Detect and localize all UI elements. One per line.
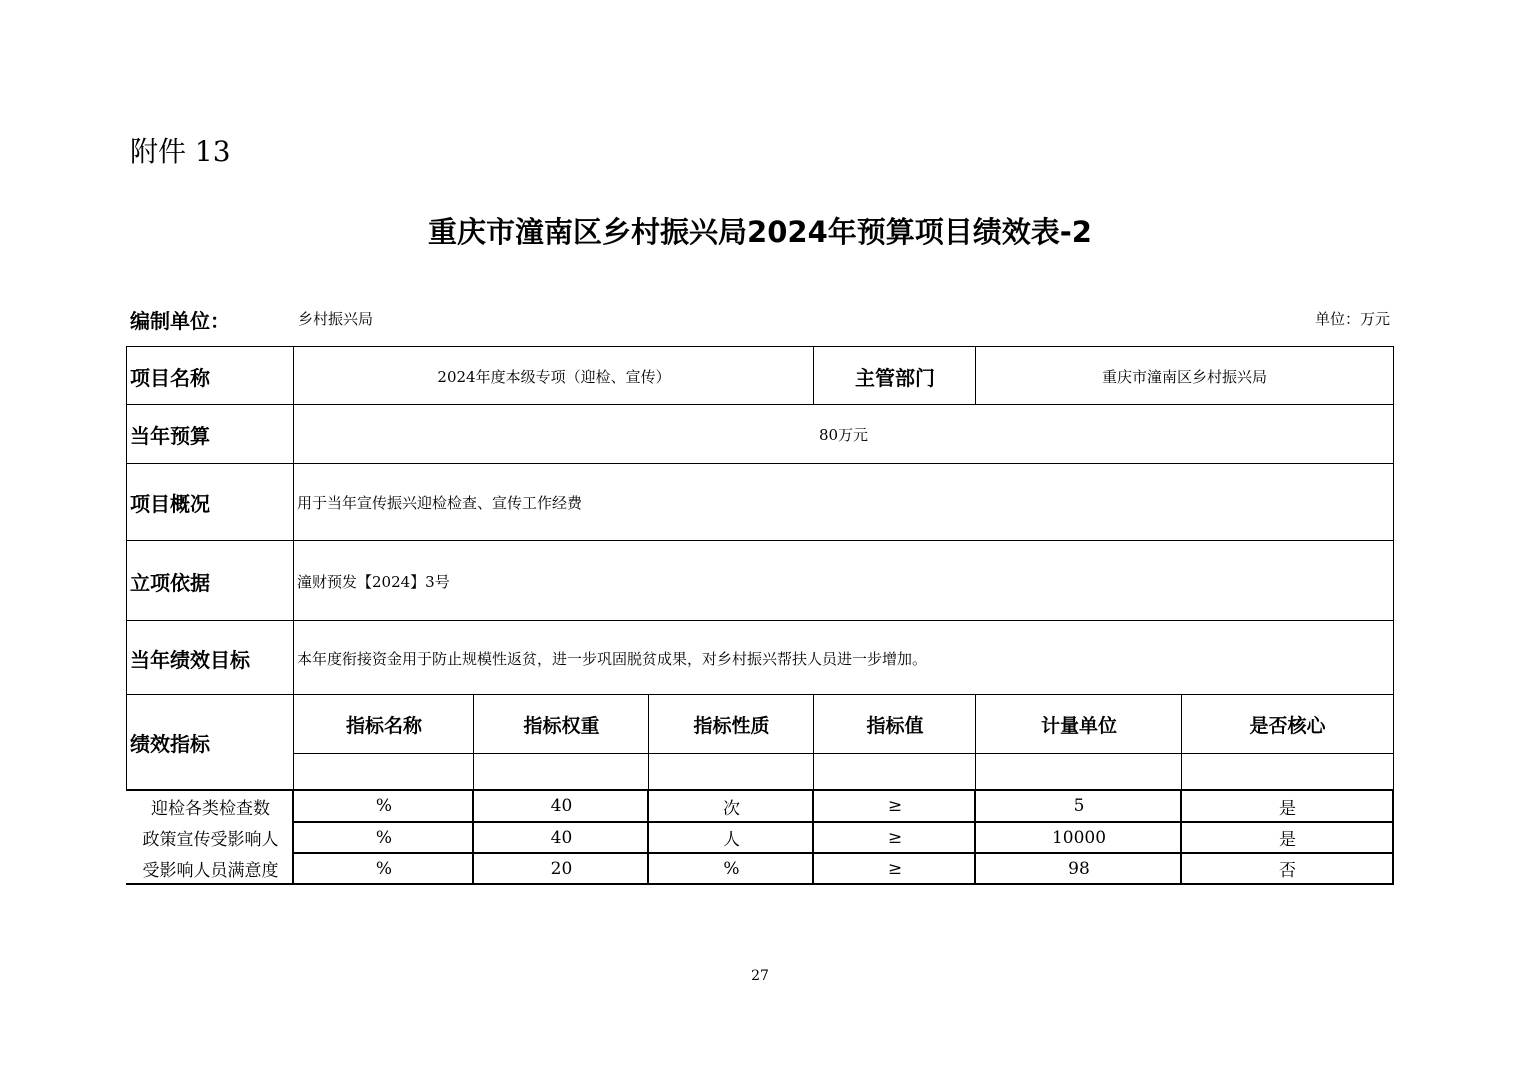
grid-line xyxy=(126,540,1394,541)
budget-label: 当年预算 xyxy=(130,424,210,448)
table-row-1-col6: 是 xyxy=(1279,798,1296,819)
indicators-label: 绩效指标 xyxy=(130,732,210,756)
grid-line xyxy=(126,404,1394,405)
grid-line xyxy=(126,620,1394,621)
org-label: 编制单位： xyxy=(130,309,230,333)
grid-line xyxy=(293,753,1394,754)
document-title: 重庆市潼南区乡村振兴局2024年预算项目绩效表-2 xyxy=(428,215,1092,249)
grid-line xyxy=(974,789,976,885)
grid-line xyxy=(1393,346,1394,790)
basis-label: 立项依据 xyxy=(130,570,210,595)
table-row-2-col6: 是 xyxy=(1279,830,1296,850)
grid-line xyxy=(1180,789,1182,885)
grid-line xyxy=(126,883,1394,885)
table-row-3-col2: 20 xyxy=(550,858,573,879)
table-row-1-col1: % xyxy=(375,796,393,816)
table-row-3-name: 受影响人员满意度 xyxy=(142,861,279,881)
budget-value: 80万元 xyxy=(818,426,869,444)
table-row-3-col5: 98 xyxy=(1068,858,1090,879)
header-indicator-nature: 指标性质 xyxy=(693,714,770,737)
table-row-3-col1: % xyxy=(375,858,393,879)
dept-label: 主管部门 xyxy=(855,365,935,390)
grid-line xyxy=(648,694,649,790)
grid-line xyxy=(126,346,1394,347)
grid-line xyxy=(812,789,814,885)
grid-line xyxy=(975,346,976,404)
header-indicator-name: 指标名称 xyxy=(345,714,422,737)
table-row-2-col1: % xyxy=(375,827,393,848)
page-number: 27 xyxy=(751,968,769,984)
table-row-2-col2: 40 xyxy=(550,827,573,848)
table-row-1-col5: 5 xyxy=(1073,796,1085,816)
table-row-2-name: 政策宣传受影响人 xyxy=(142,830,279,850)
grid-line xyxy=(647,789,649,885)
dept-value: 重庆市潼南区乡村振兴局 xyxy=(1101,367,1267,386)
goal-value: 本年度衔接资金用于防止规模性返贫，进一步巩固脱贫成果，对乡村振兴帮扶人员进一步增加。 xyxy=(297,649,928,668)
grid-line xyxy=(126,346,127,790)
project-name-label: 项目名称 xyxy=(130,365,210,390)
table-row-3-col3: % xyxy=(723,858,740,879)
grid-line xyxy=(293,852,1394,854)
goal-label: 当年绩效目标 xyxy=(130,647,250,672)
table-row-1-name: 迎检各类检查数 xyxy=(151,798,270,819)
grid-line xyxy=(1181,694,1182,790)
grid-line xyxy=(473,694,474,790)
header-measure-unit: 计量单位 xyxy=(1040,714,1117,737)
basis-value: 潼财预发【2024】3号 xyxy=(297,572,450,591)
grid-line xyxy=(293,821,1394,823)
unit-label: 单位：万元 xyxy=(1314,310,1390,328)
grid-line xyxy=(126,463,1394,464)
grid-line xyxy=(813,346,814,404)
header-indicator-weight: 指标权重 xyxy=(523,714,600,737)
org-value: 乡村振兴局 xyxy=(298,310,374,328)
grid-line xyxy=(126,694,1394,695)
table-row-3-col4: ≥ xyxy=(887,858,903,879)
grid-line xyxy=(293,346,294,790)
grid-line xyxy=(472,789,474,885)
header-is-core: 是否核心 xyxy=(1249,714,1326,737)
table-row-1-col3: 次 xyxy=(723,798,740,819)
table-row-3-col6: 否 xyxy=(1279,861,1296,881)
table-row-2-col5: 10000 xyxy=(1051,827,1107,848)
grid-line xyxy=(975,694,976,790)
table-row-2-col3: 人 xyxy=(723,830,740,850)
table-row-1-col4: ≥ xyxy=(887,796,903,816)
attachment-number: 附件 13 xyxy=(130,135,231,168)
table-row-1-col2: 40 xyxy=(550,796,573,816)
table-row-2-col4: ≥ xyxy=(887,827,903,848)
grid-line xyxy=(126,789,1394,791)
grid-line xyxy=(1392,789,1394,885)
grid-line xyxy=(292,789,294,885)
overview-label: 项目概况 xyxy=(130,492,210,516)
project-name-value: 2024年度本级专项（迎检、宣传） xyxy=(437,367,671,386)
header-indicator-value: 指标值 xyxy=(866,714,924,737)
overview-value: 用于当年宣传振兴迎检检查、宣传工作经费 xyxy=(297,494,583,512)
grid-line xyxy=(813,694,814,790)
